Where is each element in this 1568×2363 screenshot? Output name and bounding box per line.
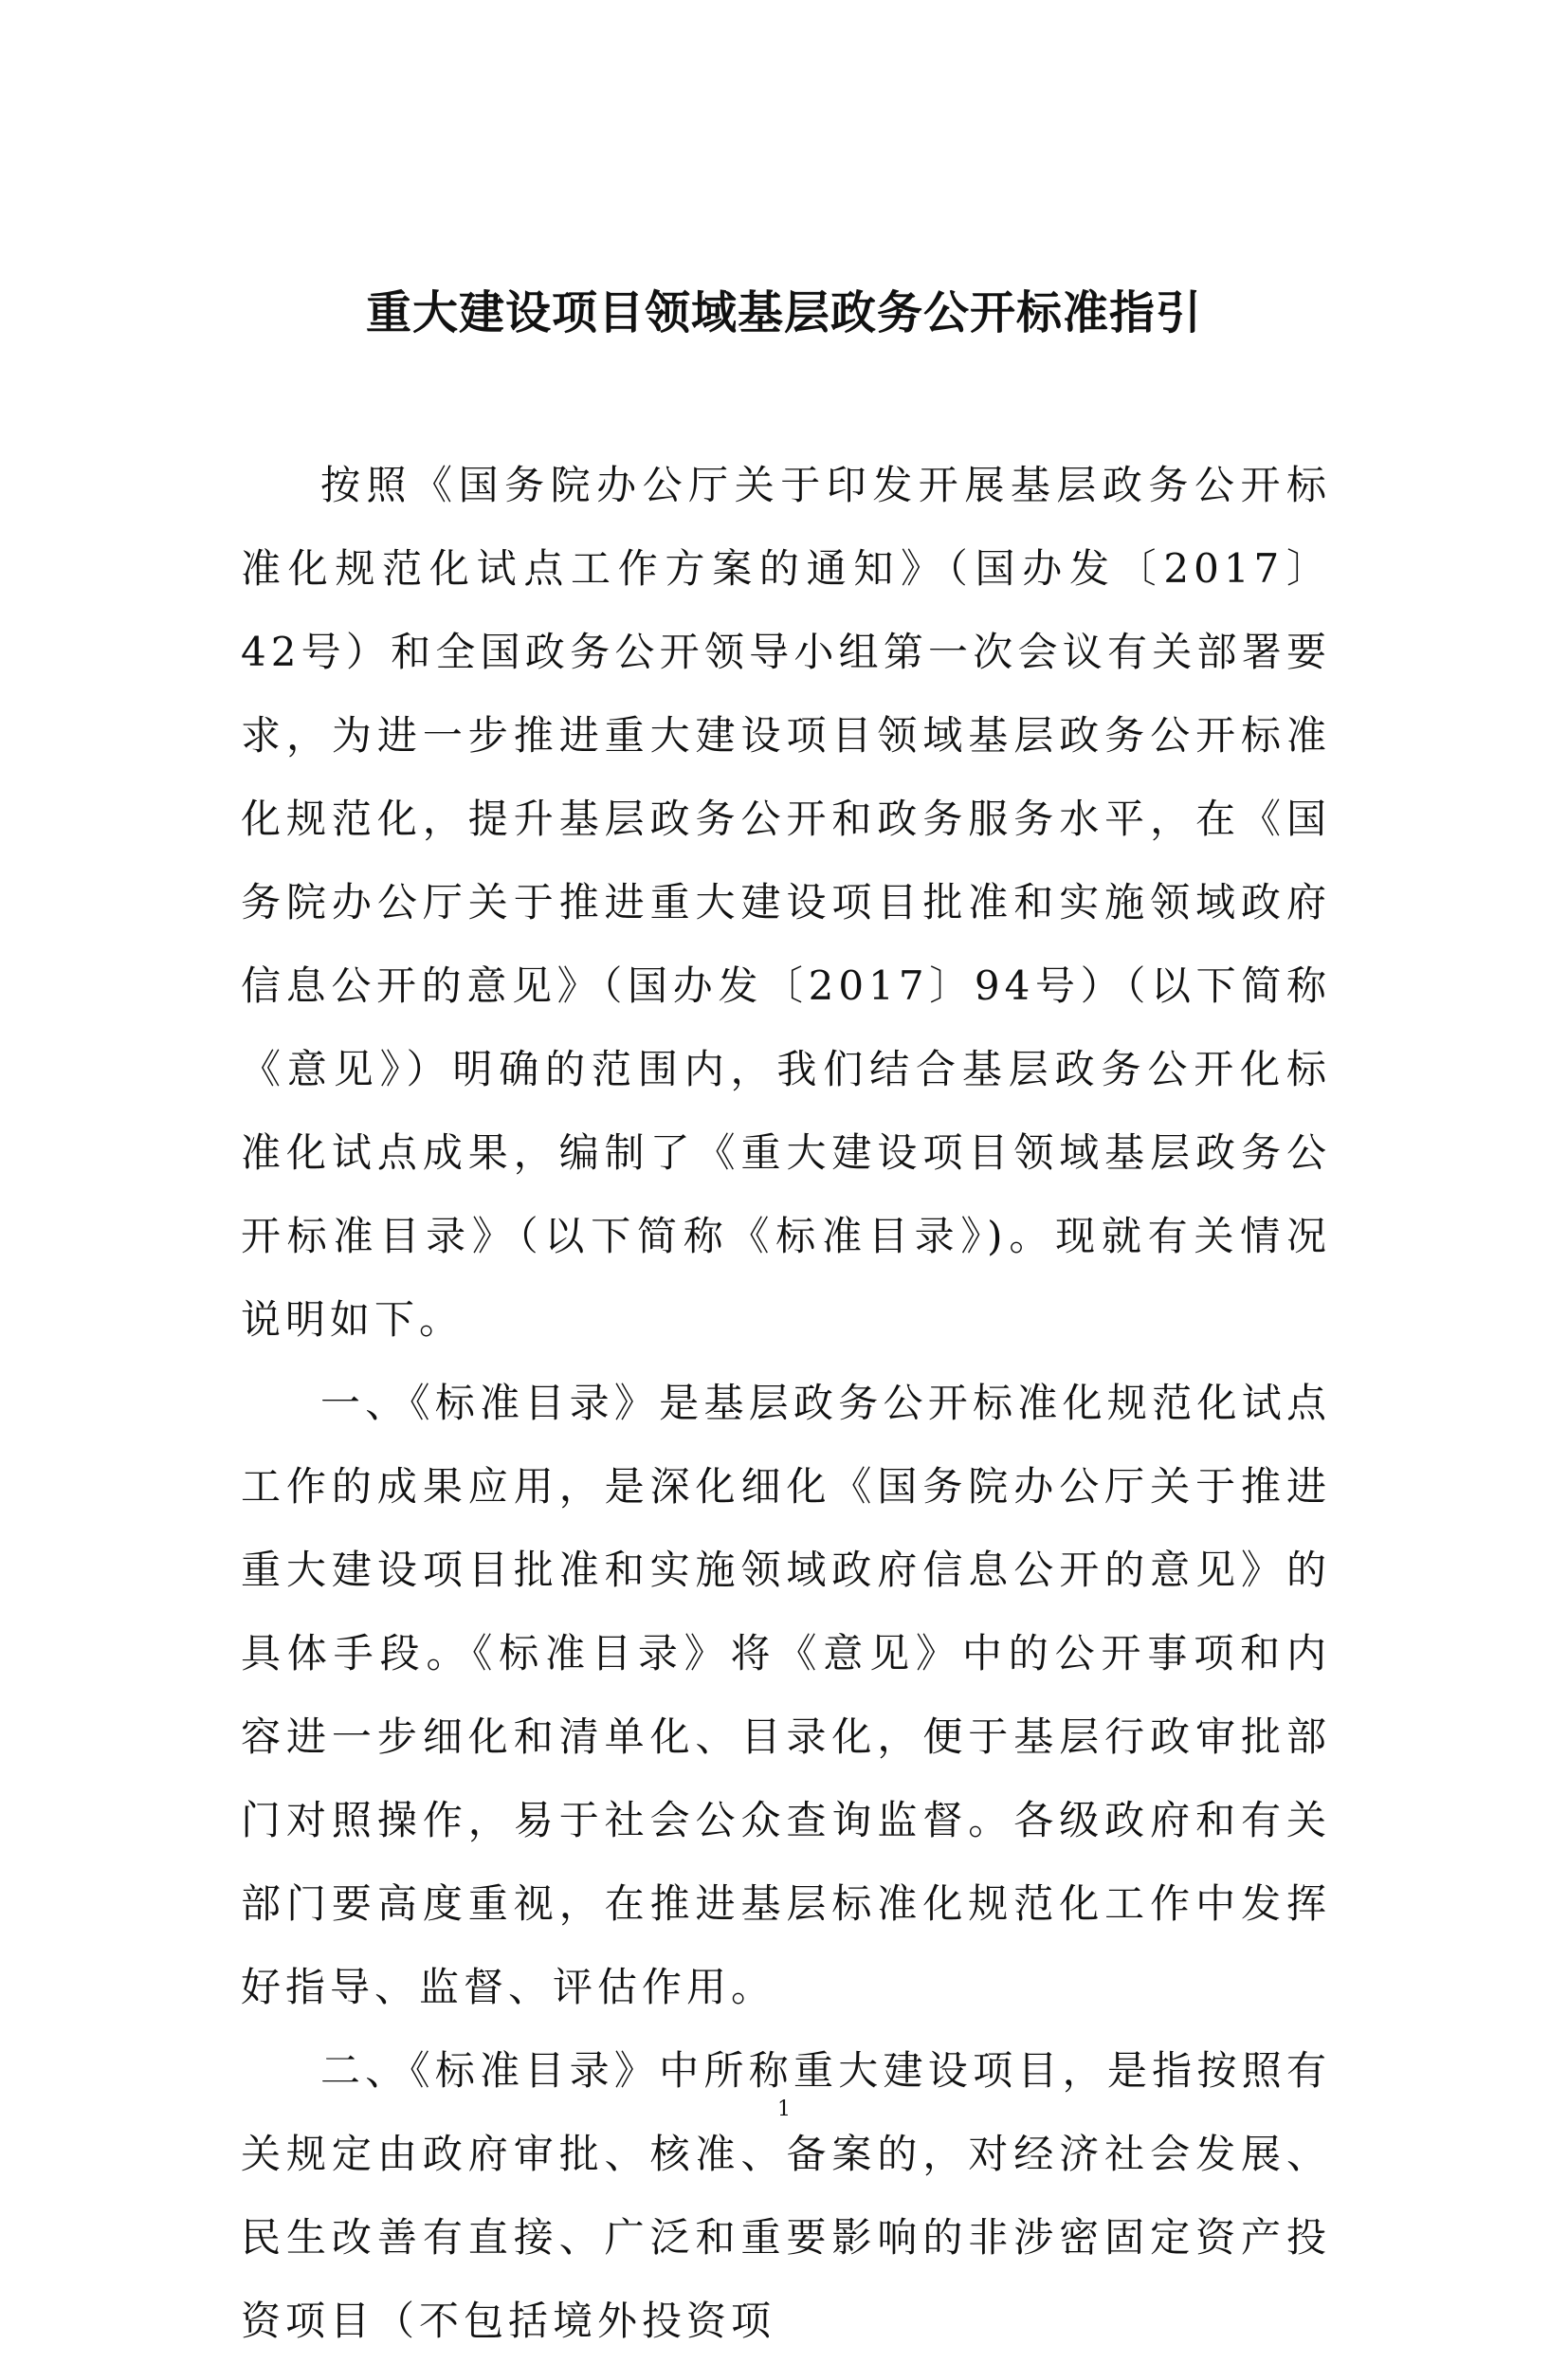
paragraph-section-2: 二、《标准目录》中所称重大建设项目，是指按照有关规定由政府审批、核准、备案的，对经济社会发展、民生改善有直接、广泛和重要影响的非涉密固定资产投资项目（不包括境外投资项: [241, 2047, 1331, 2344]
document-body: [241, 444, 1331, 2363]
document-title: 重大建设项目领域基层政务公开标准指引: [365, 286, 1202, 339]
page-number: 1: [777, 2097, 791, 2121]
paragraph-intro: 按照《国务院办公厅关于印发开展基层政务公开标准化规范化试点工作方案的通知》（国办发〔2017〕42号）和全国政务公开领导小组第一次会议有关部署要求，为进一步推进重大建设项目领域基层政务公开标准化规范化，提升基层政务公开和政务服务水平，在《国务院办公厅关于推进重大建设项目批准和实施领域政府信息公开的意见》（国办发〔2017〕94号）（以下简称《意见》）明确的范围内，我们结合基层政务公开化标准化试点成果，编制了《重大建设项目领域基层政务公开标准目录》（以下简称《标准目录》)。现就有关情况说明如下。: [241, 462, 1331, 1343]
paragraph-section-1: 一、《标准目录》是基层政务公开标准化规范化试点工作的成果应用，是深化细化《国务院办公厅关于推进重大建设项目批准和实施领域政府信息公开的意见》的具体手段。《标准目录》将《意见》中的公开事项和内容进一步细化和清单化、目录化，便于基层行政审批部门对照操作，易于社会公众查询监督。各级政府和有关部门要高度重视，在推进基层标准化规范化工作中发挥好指导、监督、评估作用。: [241, 1380, 1331, 2010]
